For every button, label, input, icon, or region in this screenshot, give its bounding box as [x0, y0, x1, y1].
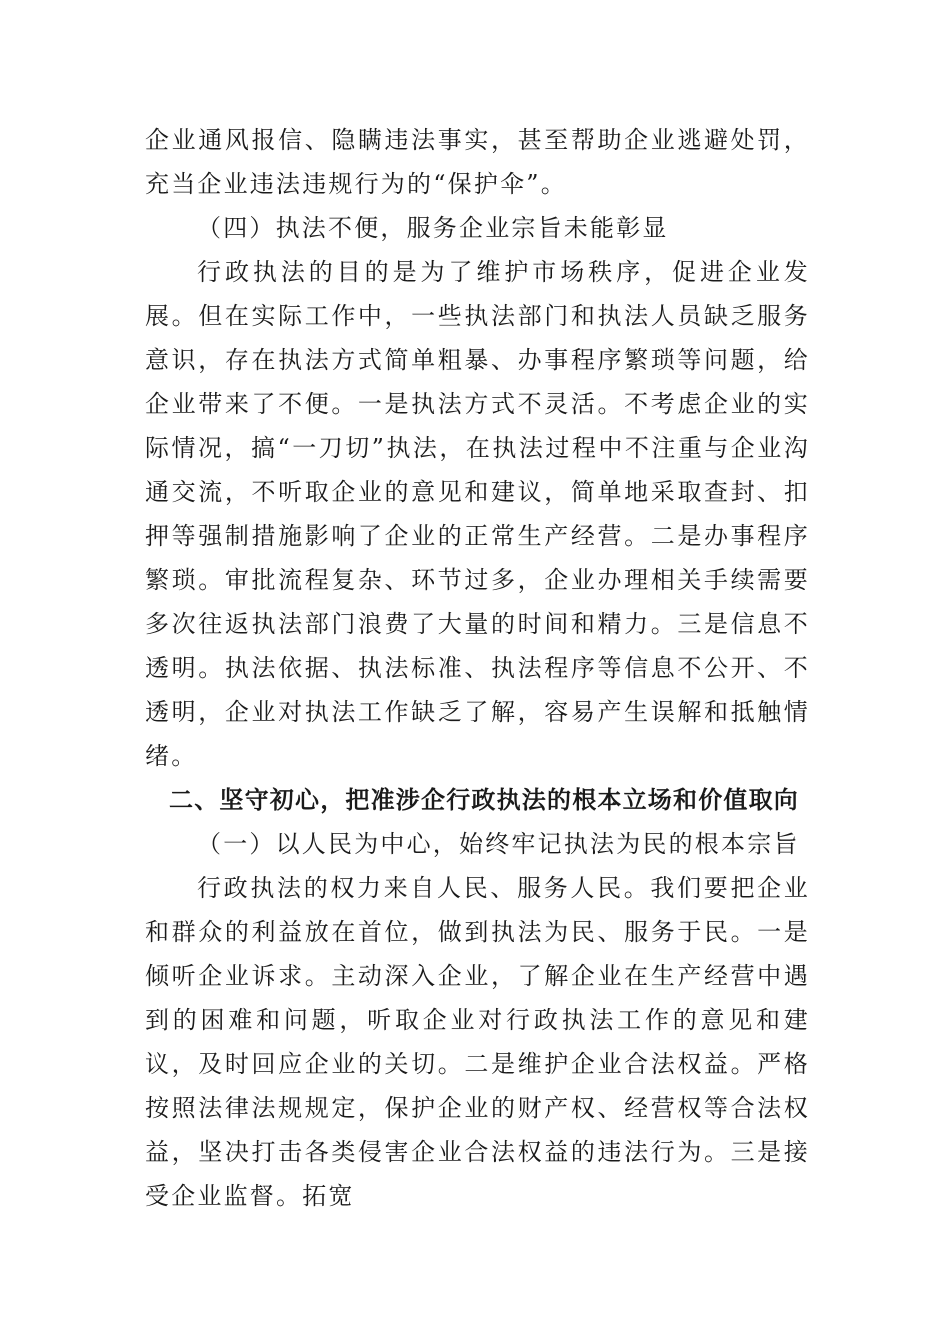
sub-heading-one: （一）以人民为中心，始终牢记执法为民的根本宗旨 — [197, 830, 800, 858]
paragraph-people-centered: 行政执法的权力来自人民、服务人民。我们要把企业和群众的利益放在首位，做到执法为民、服务于民。一是倾听企业诉求。主动深入企业，了解企业在生产经营中遇到的困难和问题，听取企业对行政执法工作的意见和建议，及时回应企业的关切。二是维护企业合法权益。严格按照法律法规规定，保护企业的财产权、经营权等合法权益，坚决打击各类侵害企业合法权益的违法行为。三是接受企业监督。拓宽 — [145, 874, 810, 1210]
paragraph-continuation: 企业通风报信、隐瞒违法事实，甚至帮助企业逃避处罚，充当企业违法违规行为的“保护伞”。 — [145, 126, 810, 198]
paragraph-enforcement-inconvenience: 行政执法的目的是为了维护市场秩序，促进企业发展。但在实际工作中，一些执法部门和执法人员缺乏服务意识，存在执法方式简单粗暴、办事程序繁琐等问题，给企业带来了不便。一是执法方式不灵活。不考虑企业的实际情况，搞“一刀切”执法，在执法过程中不注重与企业沟通交流，不听取企业的意见和建议，简单地采取查封、扣押等强制措施影响了企业的正常生产经营。二是办事程序繁琐。审批流程复杂、环节过多，企业办理相关手续需要多次往返执法部门浪费了大量的时间和精力。三是信息不透明。执法依据、执法标准、执法程序等信息不公开、不透明，企业对执法工作缺乏了解，容易产生误解和抵触情绪。 — [145, 258, 810, 770]
section-heading-two: 二、坚守初心，把准涉企行政执法的根本立场和价值取向 — [169, 786, 799, 814]
document-body — [145, 118, 810, 1218]
sub-heading-four: （四）执法不便，服务企业宗旨未能彰显 — [197, 214, 669, 242]
